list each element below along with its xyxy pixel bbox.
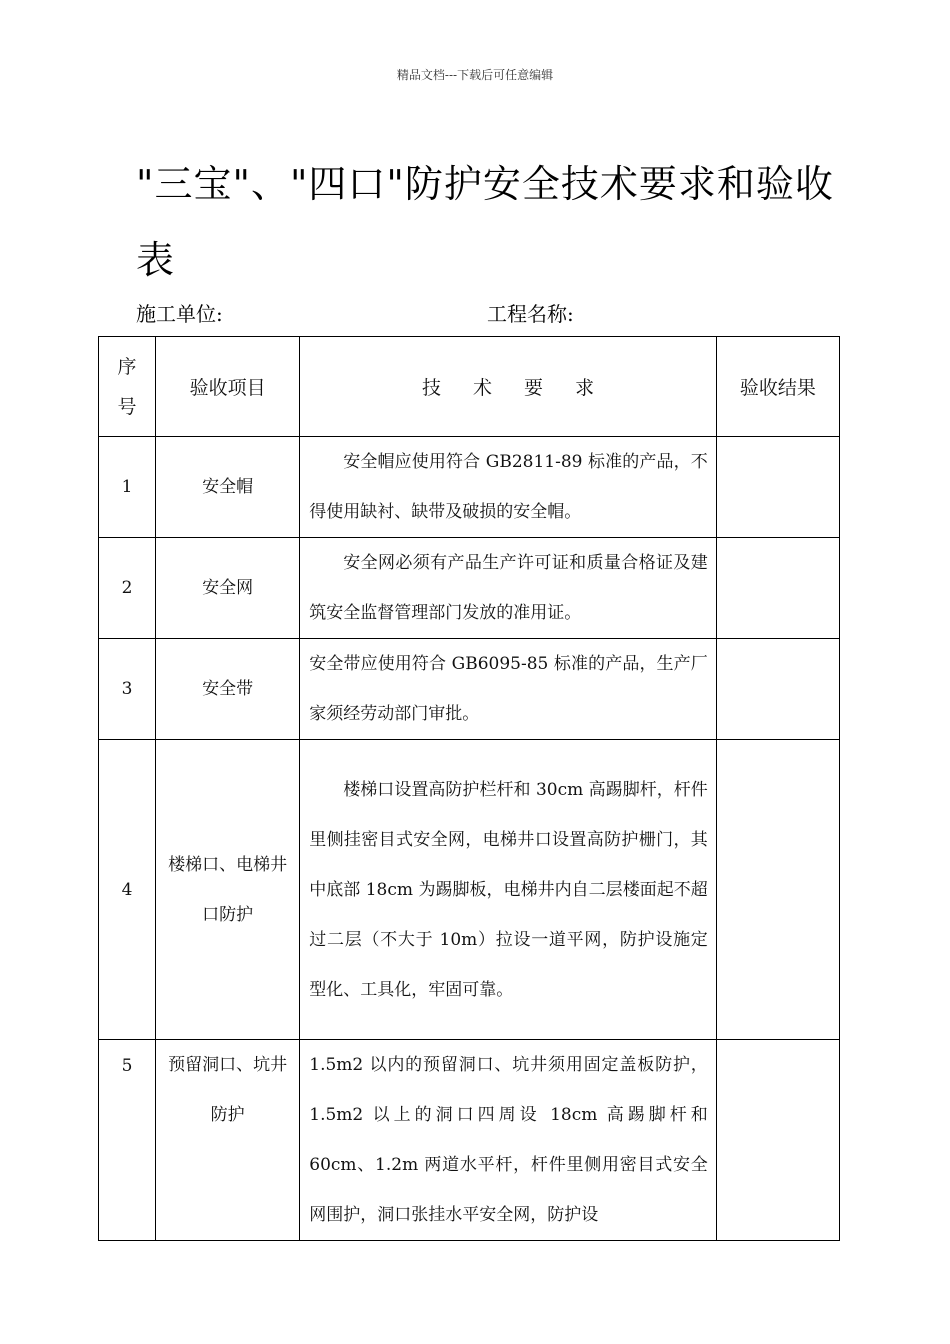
row-item: 预留洞口、坑井防护 <box>156 1040 300 1241</box>
table-row <box>99 639 840 740</box>
construction-unit-label: 施工单位: <box>136 302 223 326</box>
row-result <box>716 437 839 538</box>
row-no: 4 <box>99 740 156 1040</box>
header-no: 序号 <box>99 337 156 437</box>
table-row <box>99 1040 840 1241</box>
row-item: 安全网 <box>156 538 300 639</box>
acceptance-table <box>98 336 840 1241</box>
table-row <box>99 740 840 1040</box>
header-item: 验收项目 <box>156 337 300 437</box>
row-result <box>716 1040 839 1241</box>
row-result <box>716 740 839 1040</box>
table-header-row <box>99 337 840 437</box>
header-result: 验收结果 <box>716 337 839 437</box>
row-result <box>716 639 839 740</box>
row-no: 2 <box>99 538 156 639</box>
project-name-label: 工程名称: <box>487 302 574 326</box>
row-no: 5 <box>99 1040 156 1241</box>
table-row <box>99 437 840 538</box>
watermark: 精品文档---下载后可任意编辑 <box>396 68 554 82</box>
document-title: "三宝"、"四口"防护安全技术要求和验收表 <box>136 162 834 282</box>
row-item: 安全带 <box>156 639 300 740</box>
row-no: 1 <box>99 437 156 538</box>
row-requirement: 安全网必须有产品生产许可证和质量合格证及建筑安全监督管理部门发放的准用证。 <box>300 538 717 639</box>
row-requirement: 安全带应使用符合 GB6095-85 标准的产品，生产厂家须经劳动部门审批。 <box>300 639 717 740</box>
row-requirement: 楼梯口设置高防护栏杆和 30cm 高踢脚杆，杆件里侧挂密目式安全网，电梯井口设置高防护栅门，其中底部 18cm 为踢脚板，电梯井内自二层楼面起不超过二层（不大于 10m）拉设一道平网，防护设施定型化、工具化，牢固可靠。 <box>300 740 717 1040</box>
row-result <box>716 538 839 639</box>
header-requirement: 技 术 要 求 <box>300 337 717 437</box>
row-requirement: 1.5m2 以内的预留洞口、坑井须用固定盖板防护，1.5m2 以上的洞口四周设 18cm 高踢脚杆和 60cm、1.2m 两道水平杆，杆件里侧用密目式安全网围护，洞口张挂水平安全网，防护设 <box>300 1040 717 1241</box>
row-item: 楼梯口、电梯井口防护 <box>156 740 300 1040</box>
row-item: 安全帽 <box>156 437 300 538</box>
row-requirement: 安全帽应使用符合 GB2811-89 标准的产品，不得使用缺衬、缺带及破损的安全帽。 <box>300 437 717 538</box>
row-no: 3 <box>99 639 156 740</box>
table-row <box>99 538 840 639</box>
